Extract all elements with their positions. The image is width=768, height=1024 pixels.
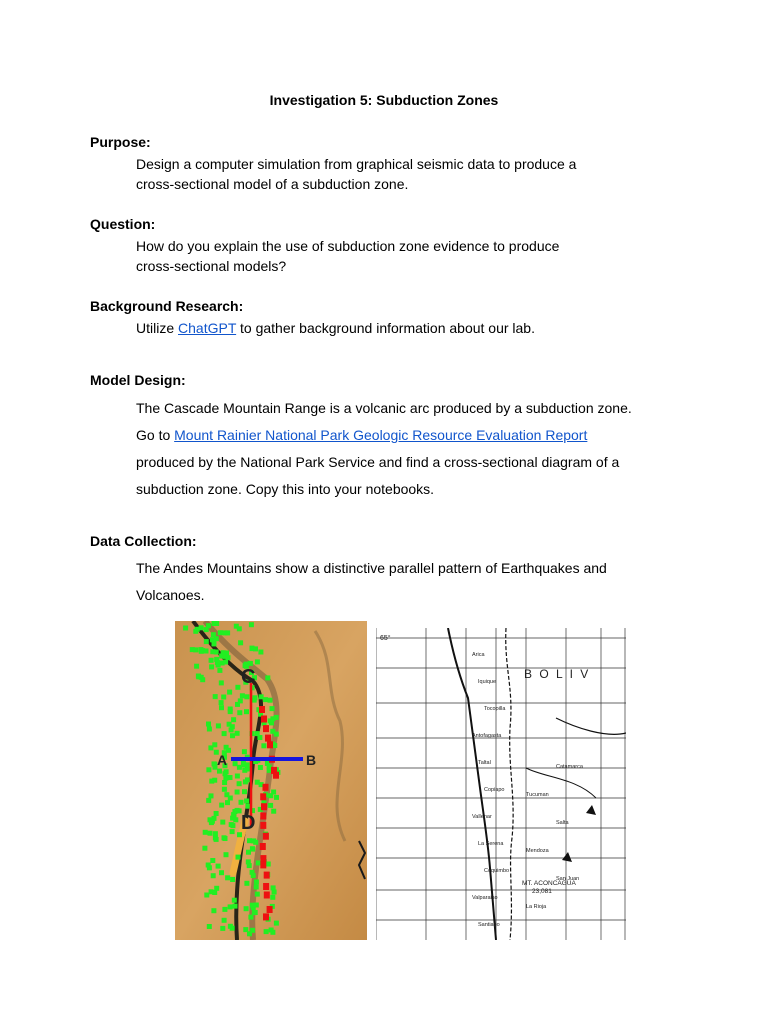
earthquake-dot: [261, 743, 266, 748]
earthquake-dot: [202, 846, 207, 851]
earthquake-dot: [222, 787, 227, 792]
earthquake-dot: [219, 705, 224, 710]
earthquake-dot: [216, 723, 221, 728]
earthquake-dot: [267, 768, 272, 773]
earthquake-dot: [250, 846, 255, 851]
earthquake-dot: [274, 795, 279, 800]
earthquake-dot: [265, 675, 270, 680]
background-pre: Utilize: [136, 320, 179, 336]
earthquake-dot: [270, 706, 275, 711]
place-name: Antofagasta: [472, 733, 502, 739]
model-design-text: [136, 395, 632, 503]
earthquake-dot: [235, 731, 240, 736]
background-heading: Background Research:: [90, 298, 244, 314]
earthquake-dot: [243, 927, 248, 932]
earthquake-dot: [194, 664, 199, 669]
earthquake-dot: [219, 803, 224, 808]
place-name: Santiago: [478, 922, 500, 928]
earthquake-dot: [195, 627, 200, 632]
earthquake-dot: [206, 798, 211, 803]
earthquake-dot: [244, 799, 249, 804]
place-name: La Rioja: [526, 904, 547, 910]
earthquake-dot: [271, 885, 276, 890]
earthquake-dot: [237, 781, 242, 786]
andes-sketch-map: [376, 628, 626, 940]
earthquake-dot: [238, 640, 243, 645]
earthquake-dot: [274, 715, 279, 720]
earthquake-dot: [233, 761, 238, 766]
volcano-marker: [259, 706, 265, 713]
model-design-line-4: subduction zone. Copy this into your notebooks.: [136, 481, 435, 497]
earthquake-dot: [244, 694, 249, 699]
volcano-marker: [265, 735, 271, 742]
earthquake-dot: [268, 803, 273, 808]
earthquake-dot: [248, 915, 253, 920]
earthquake-dot: [216, 663, 221, 668]
earthquake-dot: [235, 702, 240, 707]
earthquake-dot: [235, 790, 240, 795]
earthquake-dot: [224, 651, 229, 656]
earthquake-dot: [250, 870, 255, 875]
mount-rainier-report-link[interactable]: Mount Rainier National Park Geologic Resource Evaluation Report: [174, 427, 588, 443]
earthquake-dot: [271, 809, 276, 814]
earthquake-dot: [207, 865, 212, 870]
earthquake-dot: [240, 693, 245, 698]
earthquake-dot: [227, 722, 232, 727]
model-design-line-1: The Cascade Mountain Range is a volcanic arc produced by a subduction zone.: [136, 400, 632, 416]
earthquake-dot: [216, 864, 221, 869]
earthquake-dot: [242, 768, 247, 773]
earthquake-dot: [255, 892, 260, 897]
earthquake-dot: [221, 695, 226, 700]
earthquake-dot: [244, 709, 249, 714]
earthquake-dot: [263, 697, 268, 702]
earthquake-dot: [224, 792, 229, 797]
earthquake-dot: [264, 929, 269, 934]
earthquake-dot: [245, 804, 250, 809]
earthquake-dot: [268, 698, 273, 703]
earthquake-dot: [274, 921, 279, 926]
volcano-marker: [264, 872, 270, 879]
volcano-marker: [260, 822, 266, 829]
page-title: Investigation 5: Subduction Zones: [269, 92, 499, 108]
earthquake-dot: [214, 837, 219, 842]
volcano-marker: [264, 892, 270, 899]
earthquake-dot: [211, 632, 216, 637]
place-name: Copiapo: [484, 787, 505, 793]
country-label: B O L I V: [524, 667, 591, 681]
volcano-marker: [263, 833, 269, 840]
earthquake-dot: [206, 722, 211, 727]
earthquake-dot: [193, 647, 198, 652]
andes-relief-map: [175, 621, 367, 940]
earthquake-dot: [224, 745, 229, 750]
earthquake-dot: [211, 873, 216, 878]
place-name: Tucuman: [526, 792, 549, 798]
relief-map-svg: [175, 621, 367, 940]
earthquake-dot: [214, 886, 219, 891]
earthquake-dot: [225, 800, 230, 805]
model-design-line-3: produced by the National Park Service and find a cross-sectional diagram of a: [136, 454, 620, 470]
sketch-map-svg: [376, 628, 626, 940]
place-name: Taltal: [478, 760, 491, 766]
earthquake-dot: [258, 650, 263, 655]
earthquake-dot: [258, 765, 263, 770]
earthquake-dot: [227, 690, 232, 695]
model-design-line-2-pre: Go to: [136, 427, 175, 443]
earthquake-dot: [271, 790, 276, 795]
earthquake-dot: [246, 859, 251, 864]
place-name: Valparaiso: [472, 895, 498, 901]
earthquake-dot: [259, 694, 264, 699]
volcano-marker: [260, 861, 266, 868]
question-line-1: How do you explain the use of subduction zone evidence to produce: [136, 238, 560, 254]
earthquake-dot: [237, 626, 242, 631]
earthquake-dot: [250, 903, 255, 908]
earthquake-dot: [237, 710, 242, 715]
volcano-marker: [260, 813, 266, 820]
earthquake-dot: [212, 816, 217, 821]
model-design-heading: Model Design:: [90, 372, 186, 388]
place-name: Vallenar: [472, 814, 492, 820]
earthquake-dot: [213, 831, 218, 836]
earthquake-dot: [209, 793, 214, 798]
earthquake-dot: [204, 649, 209, 654]
earthquake-dot: [183, 626, 188, 631]
earthquake-dot: [208, 831, 213, 836]
data-collection-text: [136, 555, 607, 609]
earthquake-dot: [253, 910, 258, 915]
earthquake-dot: [233, 817, 238, 822]
earthquake-dot: [249, 622, 254, 627]
earthquake-dot: [218, 630, 223, 635]
earthquake-dot: [243, 779, 248, 784]
earthquake-dot: [213, 694, 218, 699]
volcano-marker: [267, 906, 273, 913]
label-a: A: [217, 752, 228, 768]
earthquake-dot: [245, 762, 250, 767]
place-name: La Serena: [478, 841, 504, 847]
earthquake-dot: [207, 924, 212, 929]
earthquake-dot: [219, 700, 224, 705]
earthquake-dot: [210, 858, 215, 863]
earthquake-dot: [270, 895, 275, 900]
volcano-marker: [260, 843, 266, 850]
earthquake-dot: [250, 928, 255, 933]
earthquake-dot: [214, 650, 219, 655]
earthquake-dot: [217, 668, 222, 673]
volcano-marker: [267, 741, 273, 748]
earthquake-dot: [224, 852, 229, 857]
question-line-2: cross-sectional models?: [136, 258, 287, 274]
earthquake-dot: [196, 674, 201, 679]
place-name: Arica: [472, 652, 485, 658]
earthquake-dot: [250, 646, 255, 651]
chatgpt-link[interactable]: ChatGPT: [178, 320, 237, 336]
earthquake-dot: [220, 926, 225, 931]
earthquake-dot: [209, 658, 214, 663]
earthquake-dot: [256, 860, 261, 865]
earthquake-dot: [231, 717, 236, 722]
earthquake-dot: [235, 774, 240, 779]
question-heading: Question:: [90, 216, 156, 232]
earthquake-dot: [230, 823, 235, 828]
earthquake-dot: [204, 639, 209, 644]
earthquake-dot: [255, 731, 260, 736]
earthquake-dot: [222, 780, 227, 785]
purpose-line-2: cross-sectional model of a subduction zone.: [136, 176, 409, 192]
earthquake-dot: [210, 637, 215, 642]
earthquake-dot: [224, 769, 229, 774]
earthquake-dot: [206, 767, 211, 772]
earthquake-dot: [223, 630, 228, 635]
earthquake-dot: [228, 924, 233, 929]
earthquake-dot: [252, 698, 257, 703]
place-name: San Juan: [556, 876, 580, 882]
data-collection-line-1: The Andes Mountains show a distinctive parallel pattern of Earthquakes and: [136, 560, 607, 576]
volcano-marker: [261, 716, 267, 723]
earthquake-dot: [211, 908, 216, 913]
earthquake-dot: [207, 727, 212, 732]
earthquake-dot: [230, 829, 235, 834]
earthquake-dot: [225, 875, 230, 880]
earthquake-dot: [212, 742, 217, 747]
earthquake-dot: [222, 731, 227, 736]
earthquake-dot: [270, 930, 275, 935]
background-post: to gather background information about our lab.: [236, 320, 535, 336]
earthquake-dot: [222, 918, 227, 923]
purpose-text: [136, 154, 576, 194]
place-name: Coquimbo: [484, 868, 510, 874]
earthquake-dot: [223, 836, 228, 841]
earthquake-dot: [219, 680, 224, 685]
earthquake-dot: [209, 889, 214, 894]
earthquake-dot: [214, 657, 219, 662]
volcano-marker: [261, 803, 267, 810]
earthquake-dot: [229, 727, 234, 732]
earthquake-dot: [232, 898, 237, 903]
earthquake-dot: [254, 879, 259, 884]
lon-label: 65°: [380, 635, 391, 642]
earthquake-dot: [228, 709, 233, 714]
earthquake-dot: [254, 885, 259, 890]
volcano-marker: [263, 725, 269, 732]
peak-name: MT. ACONCAGUA: [522, 880, 576, 887]
earthquake-dot: [236, 855, 241, 860]
label-b: B: [306, 752, 317, 768]
peak-elevation: 23,081: [532, 888, 552, 895]
place-name: Salta: [556, 820, 569, 826]
earthquake-dot: [228, 775, 233, 780]
earthquake-dot: [244, 881, 249, 886]
label-d: D: [241, 812, 256, 834]
earthquake-dot: [242, 749, 247, 754]
earthquake-dot: [269, 720, 274, 725]
label-c: C: [241, 666, 256, 688]
place-name: Mendoza: [526, 848, 549, 854]
earthquake-dot: [209, 664, 214, 669]
earthquake-dot: [230, 877, 235, 882]
earthquake-dot: [222, 907, 227, 912]
earthquake-dot: [212, 778, 217, 783]
earthquake-dot: [235, 685, 240, 690]
earthquake-dot: [204, 627, 209, 632]
volcano-marker: [260, 793, 266, 800]
place-name: Tocopilla: [484, 706, 506, 712]
earthquake-dot: [214, 811, 219, 816]
earthquake-dot: [239, 800, 244, 805]
earthquake-dot: [220, 820, 225, 825]
earthquake-dot: [203, 830, 208, 835]
earthquake-dot: [251, 838, 256, 843]
earthquake-dot: [274, 732, 279, 737]
earthquake-dot: [228, 904, 233, 909]
earthquake-dot: [237, 765, 242, 770]
earthquake-dot: [212, 621, 217, 626]
volcano-marker: [263, 784, 269, 791]
model-design-line-2: [136, 422, 632, 449]
purpose-heading: Purpose:: [90, 134, 151, 150]
background-text: [136, 318, 535, 338]
earthquake-dot: [198, 647, 203, 652]
volcano-marker: [273, 772, 279, 779]
place-name: Iquique: [478, 679, 497, 685]
volcano-marker: [263, 883, 269, 890]
purpose-line-1: Design a computer simulation from graphical seismic data to produce a: [136, 156, 577, 172]
earthquake-dot: [204, 893, 209, 898]
earthquake-dot: [233, 904, 238, 909]
earthquake-dot: [217, 769, 222, 774]
question-text: [136, 236, 559, 276]
data-collection-heading: Data Collection:: [90, 533, 197, 549]
data-collection-line-2: Volcanoes.: [136, 587, 205, 603]
volcano-marker: [263, 913, 269, 920]
volcano-marker: [260, 855, 266, 862]
earthquake-dot: [255, 659, 260, 664]
place-name: Catamarca: [556, 764, 583, 770]
earthquake-dot: [244, 906, 249, 911]
earthquake-dot: [230, 733, 235, 738]
earthquake-dot: [219, 870, 224, 875]
earthquake-dot: [242, 789, 247, 794]
